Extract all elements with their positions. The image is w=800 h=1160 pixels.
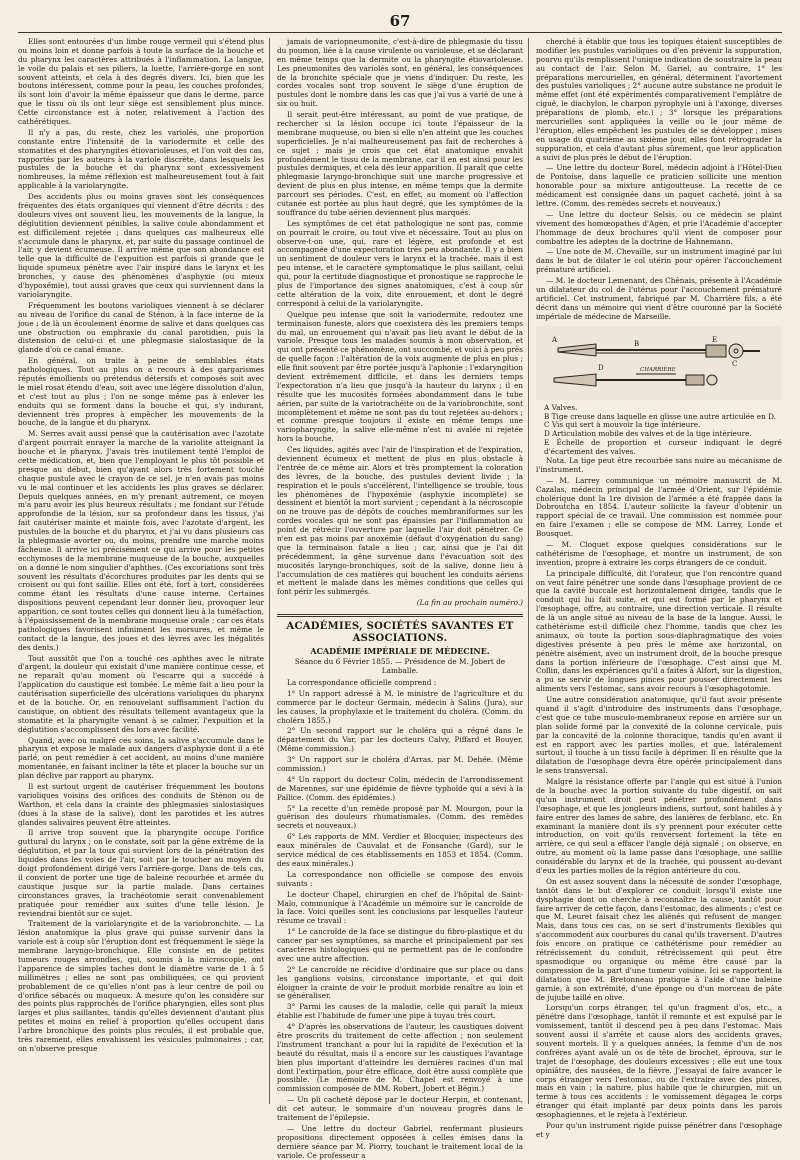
paragraph: 3° Un rapport sur le choléra d'Arras, par M. Dehée. (Même commission.) [277,755,523,774]
paragraph: jamais de variopneumonite, c'est-à-dire de phlegmasie du tissu du poumon, liée à la cause virulente ou varioleuse, et se déclarant en même temps que la dermite ou la pharyngite étiovarioleuse. Les pneumonites des variolés sont, en général, les conséquences de la bronchite spéciale que je viens d'indiquer. Du reste, les cordes vocales sont trop souvent le siège d'une éruption de pustules dont le nombre dans les cas que j'ai vus a varié de une à six ou huit. [277,37,523,109]
paragraph: 1° Un rapport adressé à M. le ministre de l'agriculture et du commerce par le docteur Germain, médecin à Salins (Jura), sur les causes, la prophylaxie et le traitement du choléra. (Comm. du choléra 1855.) [277,688,523,725]
paragraph: Quelque peu intense que soit la variodermite, redoutez une terminaison funeste, alors que coexistera dès les premiers temps du mal, un enrouement qui n'avait pas lieu avant le début de la variole. Presque tous les malades soumis à mon observation, et qui ont présenté ce phénomène, ont succombé, et voici à peu près de quelle façon : l'altération de la voix augmente de plus en plus ; elle finit souvent par être portée jusqu'à l'aphonie ; l'exlaryngition devient extrêmement difficile, et dans les derniers temps l'expectoration n'a lieu que jusqu'à la hauteur du larynx ; il en résulte que les mucosités formées abondamment dans le tube aérien, par suite de la variotrachéite ou de la variobronchite, sont incomplètement et même ne sont pas du tout rejetées au-dehors ; et comme presque toujours il existe en même temps une variopharyngite, la salive elle-même n'est ni avalée ni rejetée hors la bouche. [277,309,523,444]
paragraph: Des accidents plus ou moins graves sont les conséquences fréquentes des états organiques qui viennent d'être décrits : des douleurs vives ont souvent lieu, les mouvements de la langue, la déglutition deviennent pénibles, la salive coule abondamment et est difficilement rejetée ; dans quelques cas malheureux elle s'accumule dans le pharynx, et, par suite du passage continuel de l'air, y devient écumeuse. Il arrive même que son abondance est telle que la difficulté de l'expuition est parfois si grande que le liquide spumeux pénètre avec l'air inspiré dans le larynx et les bronches, y cause des phénomènes d'asphyxie (ou mieux d'hypoxémie), tout aussi graves que ceux qui surviennent dans la variolaryngite. [18,192,264,299]
column-divider [269,38,270,1104]
paragraph: Les symptômes de cet état pathologique ne sont pas, comme on pourrait le croire, ou tout vive et nécessaire. Tout au plus on observe-t-on une, qui, rare et légère, est profonde et est accompagnée d'une expectoration très peu abondante. Il y a bien un sentiment de douleur vers le larynx et la trachée, mais il est peu intense, et le caractère symptomatique le plus saillant, celui qui, pour la certitude diagnostique et pronostique se rapproche le plus de l'importance des signes anatomiques, c'est à coup sûr cette altération de la voix, dite enrouement, et dont le degré correspond à celui de la variolaryngite. [277,218,523,308]
section-rule [277,614,523,617]
paragraph: La correspondance non officielle se compose des envois suivants : [277,869,523,888]
figure-label-d: D [598,363,604,372]
column-right [536,37,782,1139]
legend-item: D Articulation mobile des valves et de la tige intérieure. [544,429,752,439]
paragraph: Il est surtout urgent de cautériser fréquemment les boutons varioliques voisins des orifices des conduits de Sténon ou de Warthon, et cela dans la crainte des phlegmasies sialostasiques (dues à la stase de la salive), dont les parotides et les autres glandes salivaires peuvent être atteintes. [18,782,264,827]
paragraph: On est assez souvent dans la nécessité de sonder l'œsophage, tantôt dans le but d'explorer ce conduit lorsqu'il existe une dysphagie dont on cherche à reconnaître la cause, tantôt pour faire arriver de cette façon, dans l'estomac, des aliments ; c'est ce que M. Leuret faisait chez les aliénés qui refusent de manger. Mais, dans tous ces cas, on se sert d'instruments flexibles qui s'accommodent aux courbures du canal qu'ils traversent. D'autres fois encore on pratique ce cathétérisme pour remédier au rétrécissement du conduit, rétrécissement qui peut être spasmodique ou organique ou même être causé par la compression de la part d'une tumeur voisine. Ici se rapportent la dilatation que M. Bretonneau pratique à l'aide d'une baleine garnie, à son extrémité, d'une éponge ou d'un morceau de pâte de jujube taillé en olive. [536,876,782,1002]
paragraph: Fréquemment les boutons varioliques viennent à se déclarer au niveau de l'orifice du canal de Sténon, à la face interne de la joue ; de là un écoulement énorme de salive et dans quelques cas une obstruction ou emphraxie du canal parotidien, puis la distension de celui-ci et une phlegmasie sialostasique de la glande d'où ce canal émane. [18,300,264,355]
paragraph: M. Serres avait aussi pensé que la cautérisation avec l'azotate d'argent pourrait enrayer la marche de la variolite atteignant la bouche et le pharynx. J'avais très inutilement tenté l'emploi de cette médication, et, bien que l'employant le plus tôt possible et presque au début, bien qu'ayant alors très fortement touché chaque pustule avec le crayon de ce sel, je n'en avais pas moins vu le mal continuer et les accidents les plus graves se déclarer. Depuis quelques années, en m'y prenant autrement, ce moyen m'a paru avoir les plus heureux résultats ; me fondant sur l'étude approfondie de la lésion, sur sa profondeur dans les tissus, j'ai fait cautériser mainte et mainte fois, avec l'azotate d'argent, les pustules de la bouche et du pharynx, et j'ai vu dans plusieurs cas la phlegmasie avorter ou, du moins, prendre une marche moins fâcheuse. Il arrive ici précisément ce qui arrive pour les petites ecchymoses de la membrane muqueuse de la bouche, auxquelles on a donné le nom singulier d'aphthes. (Ces excoriations sont très souvent les résultats d'écorchures produites par les dents qui se croisent ou qui font saillie. Elles ont été, fort à tort, considérées comme étant les résultats d'une cause interne. Certaines dispositions peuvent cependant leur donner lieu, provoquer leur apparition, ce sont toutes celles qui donnent lieu à la tuméfaction, à l'épaississement de la membrane muqueuse orale ; car ces états pathologiques favorisent infiniment les morsures, et même le contact de la langue, des joues et des lèvres avec les inégalités des dents.) [18,429,264,652]
paragraph: 3° Parmi les causes de la maladie, celle qui paraît la mieux établie est l'habitude de fumer une pipe à tuyau très court. [277,1002,523,1021]
dilator-instrument-figure [536,326,782,400]
paragraph: La correspondance officielle comprend : [287,678,437,688]
figure-caption: CHARRIÈRE [640,366,676,373]
paragraph: Le docteur Chapel, chirurgien en chef de l'hôpital de Saint-Malo, communique à l'Académie un mémoire sur le cancroïde de la face. Voici quelles sont les conclusions par lesquelles l'auteur résume ce travail : [277,889,523,926]
paragraph: Malgré la résistance offerte par l'angle qui est situé à l'union de la bouche avec la portion suivante du tube digestif, on sait qu'un instrument droit peut pénétrer profondément dans l'œsophage, et que les jongleurs indiens, surtout, sont habiles à y faire entrer des lames de sabre, des lanières de ferblanc, etc. En examinant la manière dont ils s'y prennent pour exécuter cette introduction, on voit qu'ils renversent fortement la tête en arrière, ce qui seul a effacer l'angle déjà signalé ; on observe, en outre, au moment où la lame passe dans l'œsophage, une saillie considérable du larynx et de la trachée, qui poussent au-devant d'eux les parties molles de la région antérieure du cou. [536,777,782,876]
column-middle [277,37,523,1160]
paragraph: Il n'y a pas, du reste, chez les variolés, une proportion constante entre l'intensité de la variodermite et celle des stomatites et des pharyngites étiovarioleuses, et l'on voit des cas, rapportés par les auteurs à la variole discrète, dans lesquels les pustules de la bouche et du pharynx sont excessivement nombreuses, la même réflexion est malheureusement tout à fait applicable à la variolaryngite. [18,127,264,191]
paragraph: — Un pli cacheté déposé par le docteur Herpin, et contenant, dit cet auteur, le sommaire d'un nouveau progrès dans le traitement de l'épilepsie. [277,1095,523,1122]
legend-item: E Échelle de proportion et curseur indiquant le degré d'écartement des valves. [544,438,782,457]
paragraph: La principale difficulté, dit l'orateur, que l'on rencontre quand on veut faire pénétrer une sonde dans l'œsophage provient de ce que la cavité buccale est horizontalement dirigée, tandis que le conduit qui lui fait suite, et qui est formé par le pharynx et l'œsophage, offre, au contraire, une direction verticale. Il résulte de là un angle situé au niveau de la base de la langue. Aussi, le cathétérisme est-il difficile chez l'homme, tandis que chez les animaux, où toute la portion sous-diaphragmatique des voies digestives présente à peu près le même axe horizontal, on pénètre aisément, avec un instrument droit, de la bouche presque dans la portion inférieure de l'œsophage. C'est ainsi que M. Collin, dans les expériences qu'il a faites à Alfort, sur la digestion, a pu se servir de longues pinces pour pousser directement les aliments vers l'estomac, sans avoir recours à l'œsophagotomie. [536,568,782,694]
dilator-illustration [536,326,782,400]
paragraph: Ces liquides, agités avec l'air de l'inspiration et de l'expiration, deviennent écumeux et mettent de plus en plus obstacle à l'entrée de ce même air. Alors et très promptement la coloration des lèvres, de la bouche, des pustules devient livide ; la respiration et le pouls s'accélèrent, l'intelligence se trouble, tous les phénomènes de l'hypoxémie (asphyxie incomplète) se dessinent et bientôt la mort survient ; cependant à la nécroscopie on ne trouve pas de dépôts de couches membraniformes sur les cordes vocales qui ne sont pas épaissies par l'inflammation au point de rétrécir l'ouverture par laquelle l'air doit pénétrer. Ce n'en est pas moins par anoxémie (défaut d'oxygénation du sang) que la terminaison fatale a lieu ; car, ainsi que je l'ai dit précédemment, la gêne survenue dans l'évacuation soit des mucosités laryngo-bronchiques, soit de la salive, donne lieu à l'accumulation de ces matières qui bouchent les conduits aériens et mettent le malade dans les mêmes conditions que celles qui font périr les submergés. [277,445,523,597]
paragraph: Il arrive trop souvent que la pharyngite occupe l'orifice guttural du larynx ; on le constate, soit par la gêne extrême de la déglutition, et par la toux qui survient lors de la pénétration des liquides dans les voies de l'air, soit par le toucher au moyen du doigt profondément dirigé vers l'arrière-gorge. Dans de tels cas, il convient de porter une tige de baleine recourbée et armée du caustique jusque sur la partie malade. Dans certaines circonstances graves, la trachéotomie serait convenablement pratiquée pour remédier aux suites d'une telle lésion. Je reviendrai bientôt sur ce sujet. [18,828,264,918]
section-title: ACADÉMIES, SOCIÉTÉS SAVANTES ET ASSOCIATIONS. [286,621,514,645]
figure-label-b: B [634,339,640,348]
legend-item: B Tige creuse dans laquelle en glisse une autre articulée en D. [544,411,777,421]
paragraph: Une autre considération anatomique, qu'il faut avoir présente quand il s'agit d'introduire des instruments dans l'œsophage, c'est que ce tube musculo-membraneux repose en arrière sur un plan solide formé par la convexité de la colonne cervicale, puis par la concavité de la colonne thoracique, tandis qu'en avant il est en rapport avec les parties molles, et que, latéralement surtout, il touche à un tissu facile à déprimer. Il en résulte que la dilatation de l'œsophage devra être opérée principalement dans le sens transversal. [536,695,782,776]
paragraph: Pour qu'un instrument rigide puisse pénétrer dans l'œsophage et y [536,1120,782,1139]
paragraph: — Une lettre du docteur Borel, médecin adjoint à l'Hôtel-Dieu de Pontoise, dans laquelle ce praticien sollicite une mention honorable pour sa mixture antigoutteuse. La recette de ce médicament est consignée dans un paquet cacheté, joint à sa lettre. (Comm. des remèdes secrets et nouveaux.) [536,163,782,209]
figure-label-a: A [552,335,558,344]
legend-item: A Valves. [544,402,578,412]
paragraph: — M. Larrey communique un mémoire manuscrit de M. Cazalas, médecin principal de l'armée d'Orient, sur l'épidémie cholérique dont la 1re division de l'armée a été frappée dans la Dobroutcha en 1854. L'auteur sollicite la faveur d'obtenir un rapport spécial de ce travail. Une commission est nommée pour en faire l'examen ; elle se compose de MM. Larrey, Londe et Bousquet. [536,475,782,539]
paragraph: En général, on traite à peine de semblables états pathologiques. Tout au plus on a recours à des gargarismes réputés émollients ou prétendus détersifs et composés soit avec le miel rosat étendu d'eau, soit avec une légère dissolution d'alun, et c'est tout au plus ; l'on ne songe même pas à enlever les enduits qui se forment dans la bouche et qui, s'y indurant, deviennent très propres à empêcher les mouvements de la bouche, de la langue et du pharynx. [18,356,264,428]
paragraph: Tout aussitôt que l'on a touché ces aphthes avec le nitrate d'argent, la douleur qui existait d'une manière continue cesse, et ne reparaît qu'au moment où l'escarre qui a succédé à l'application du caustique est tombée. Le même fait a lieu pour la cautérisation superficielle des ulcérations varioliques du pharynx et de la bouche. Or, en renouvelant suffisamment l'action du caustique, on obtient des résultats tellement avantageux que la stomatite et la pharyngite venant à se calmer, l'expuition et la déglutition s'accomplissent dès lors avec facilité. [18,653,264,734]
academy-title: ACADÉMIE IMPÉRIALE DE MÉDECINE. [310,646,490,657]
paragraph: 4° D'après les observations de l'auteur, les caustiques doivent être proscrits du traitement de cette affection ; non seulement l'instrument tranchant a pour lui la rapidité de l'exécution et la beauté du résultat, mais il a encore sur les caustiques l'avantage bien plus important d'atteindre les dernières racines d'un mal dont l'extirpation, pour être efficace, doit être aussi complète que possible. (Le mémoire de M. Chapel est renvoyé à une commission composée de MM. Robert, Jobert et Bégin.) [277,1022,523,1094]
session-line: Séance du 6 Février 1855. — Présidence de M. Jobert de Lamballe. [294,657,506,676]
paragraph: — M. le docteur Lemenant, des Chênais, présente à l'Académie un dilatateur du col de l'utérus pour l'accouchement prématuré artificiel. Cet instrument, fabriqué par M. Charrière fils, a été décrit dans un mémoire qui vient d'être couronné par la Société impériale de médecine de Marseille. [536,276,782,321]
paragraph: Nota. La tige peut être recourbée sans nuire au mécanisme de l'instrument. [536,455,782,474]
paragraph: — Une lettre du docteur Gabriel, renfermant plusieurs propositions directement opposées à celles émises dans la dernière séance par M. Piorry, touchant le traitement local de la variole. Ce professeur a [277,1123,523,1160]
paragraph: Quand, avec ou malgré ces soins, la salive s'accumule dans le pharynx et expose le malade aux dangers d'asphyxie dont il a été parlé, on peut remédier à cet accident, au moins d'une manière momentanée, en faisant incliner la tête et placer la bouche sur un plan déclive par rapport au pharynx. [18,735,264,781]
figure-legend [536,404,782,457]
paragraph: — Une lettre du docteur Selsis, ou ce médecin se plaint vivement des homœopathes d'Agen, et prie l'Académie d'accepter l'hommage de deux brochures qu'il vient de composer pour combattre les adeptes de la doctrine de Hahnemann. [536,209,782,246]
paragraph: 4° Un rapport du docteur Colin, médecin de l'arrondissement de Marennes, sur une épidémie de fièvre typhoïde qui a sévi à la Pallice. (Comm. des épidémies.) [277,774,523,802]
continued-note: (La fin au prochain numéro.) [416,598,523,608]
paragraph: 1° Le cancroïde de la face se distingue du fibro-plastique et du cancer par ses symptômes, sa marche et principalement par ses caractères histologiques qui ne permettent pas de le confondre avec une autre affection. [277,927,523,963]
paragraph: 6° Les rapports de MM. Verdier et Blocquier, inspecteurs des eaux minérales de Cauvalat et de Fonsanche (Gard), sur le service médical de ces établissements en 1853 et 1854. (Comm. des eaux minérales.) [277,832,523,868]
paragraph: 5° La recette d'un remède proposé par M. Mourgon, pour la guérison des douleurs rhumatismales. (Comm. des remèdes secrets et nouveaux.) [277,803,523,831]
paragraph: — Une note de M. Chevaille, sur un instrument imaginé par lui dans le but de dilater le col utérin pour opérer l'accouchement prématuré artificiel. [536,247,782,275]
column-left [18,38,264,1104]
paragraph: Lorsqu'un corps étranger, tel qu'un fragment d'os, etc., a pénétré dans l'œsophage, tantôt il remonte et est expulsé par le vomissement, tantôt il descend peu à peu dans l'estomac. Mais souvent aussi il s'arrête et cause alors des accidents graves, souvent mortels. Il y a quelques années, la femme d'un de nos confrères ayant avalé un os de tête de brochet, éprouva, sur le trajet de l'œsophage, des douleurs excessives ; elle eut une toux opiniâtre, des nausées, de la fièvre. J'essayai de faire avancer le corps étranger vers l'estomac, ou de l'extraire avec des pinces, mais en vain ; la nature, plus habile que le chirurgien, mit un terme à tous ces accidents : le vomissement dégagea le corps étranger qui était implanté par deux points dans les parois œsophagiennes, et le rejeta à l'extérieur. [536,1003,782,1120]
paragraph: cherché à établir que tous les topiques étaient susceptibles de modifier les pustules varioliques ou d'en prévenir la suppuration, pourvu qu'ils remplissent l'unique indication de soustraire la peau au contact de l'air. Selon M. Gariel, au contraire, 1° les préparations mercurielles, en général, déterminent l'avortement des pustules varioliques ; 2° aucune autre substance ne produit le même effet (ont été expérimentés comparativement l'emplâtre de ciguë, le diachylon, le charpon pyrophyle uni à l'axonge, diverses préparations de plomb, etc.) ; 3° lorsque les préparations mercurielles sont appliquées la veille ou le jour même de l'éruption, elles empêchent les pustules de se développer ; mises en usage du quatrième au sixième jour, elles font rétrograder la suppuration, et cela d'autant plus sûrement, que leur application a suivi de plus près le début de l'éruption. [536,37,782,162]
paragraph: 2° Un second rapport sur le choléra qui a régné dans le département du Var, par les docteurs Calvy, Piffard et Bouyer. (Même commission.) [277,726,523,754]
figure-label-e: E [712,335,718,344]
paragraph: Il serait peut-être intéressant, au point de vue pratique, de rechercher si la lésion occupe ici toute l'épaisseur de la membrane muqueuse, ou bien si elle n'en atteint que les couches superficielles. Je n'ai malheureusement pas fait de recherches à ce sujet ; mais je crois que cet état anatomique envahit profondément le tissu de la membrane, car il en est ainsi pour les pustules dermiques, et cela dès leur apparition. Il paraît que cette phlegmasie laryngo-bronchique suit une marche progressive et devient de plus en plus intense, en même temps que la dermite parcourt ses périodes. C'est, en effet, au moment où l'affection cutanée est portée au plus haut degré, que les symptômes de la souffrance du tube aérien deviennent plus marqués. [277,110,523,217]
header-rule [18,32,782,33]
paragraph: — M. Cloquet expose quelques considérations sur le cathétérisme de l'œsophage, et montre un instrument, de son invention, propre à extraire les corps étrangers de ce conduit. [536,539,782,567]
legend-item: C Vis qui sert à mouvoir la tige intérieure. [544,420,701,430]
paragraph: 2° Le cancroïde ne récidive d'ordinaire que sur place ou dans les ganglions voisins, circonstance importante, et qui doit éloigner la crainte de voir le produit morbide renaître au loin et se généraliser. [277,964,523,1001]
paragraph: Elles sont entourées d'un limbe rouge vermeil qui s'étend plus ou moins loin et donne parfois à toute la surface de la bouche et du pharynx les caractères attribués à l'inflammation. La langue, le voile du palais et ses piliers, la luette, l'arrière-gorge en sont souvent atteints, et cela à des degrés divers. Ici, bien que les boutons intéressent, comme pour la peau, les couches profondes, ils sont loin d'avoir la même épaisseur que dans le derme, parce que le tissu où ils ont leur siège est sensiblement plus mince. Cette circonstance est à noter, relativement à l'action des cathérétiques. [18,37,264,127]
column-divider [528,38,529,1104]
page-number: 67 [389,12,411,30]
figure-label-c: C [732,359,738,368]
paragraph: Traitement de la variolaryngite et de la variobronchite. — La lésion anatomique la plus grave qui puisse survenir dans la variole est à coup sûr l'éruption dont est fréquemment le siège la membrane laryngo-bronchique. Elle consiste en de petites tumeurs rouges arrondies, qui, soumis à la microscopie, ont l'apparence de simples taches dont le diamètre varie de 1 à 5 millimètres ; elles ne sont pas ombiliquées, ce qui provient probablement de ce qu'elles n'ont pas à leur centre de poil ou d'orifice sébacés ou muqueux. A mesure qu'on les considère sur des points plus rapprochés de l'orifice pharyngien, elles sont plus larges et plus saillantes, tandis qu'elles deviennent d'autant plus petites et moins en relief à proportion qu'elles occupent dans l'arbre bronchique des points plus reculés, il est probable que, très rarement, elles envahissent les vésicules pulmonaires ; car, on n'observe presque [18,919,264,1053]
